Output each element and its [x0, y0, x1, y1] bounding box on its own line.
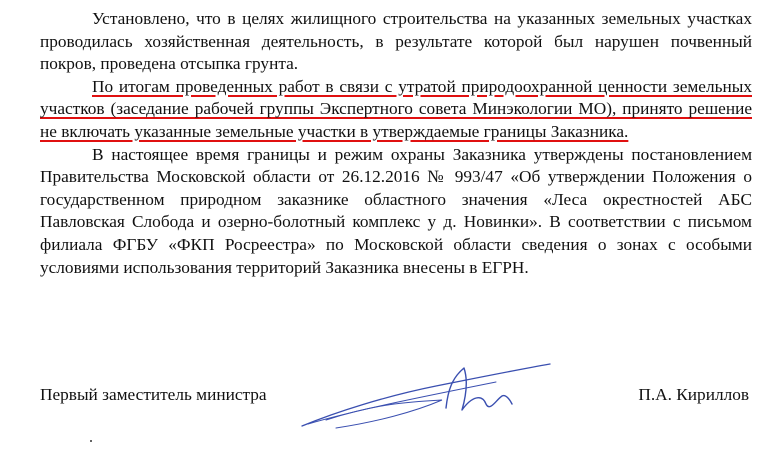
signatory-name: П.А. Кириллов — [638, 385, 749, 404]
paragraph-soil-disturbance: Установлено, что в целях жилищного строительства на указанных земельных участках проводилась хозяйственная деятельность, в результате которой был нарушен почвенный покров, проведена отсыпка грунта. — [40, 9, 752, 74]
highlighted-decision-text: По итогам проведенных работ в связи с утратой природоохранной ценности земельных участков (заседание рабочей группы Экспертного совета Минэкологии МО), принято решение не включать указанные земельные участки в утверждаемые границы Заказника. — [40, 76, 752, 141]
document-body — [40, 8, 752, 279]
signatory-title: Первый заместитель министра — [40, 385, 267, 404]
handwritten-signature — [296, 360, 556, 434]
paragraph-decision — [40, 76, 752, 144]
stray-dot — [90, 440, 92, 442]
paragraph-current-boundaries: В настоящее время границы и режим охраны Заказника утверждены постановлением Правительства Московской области от 26.12.2016 № 993/47 «Об утверждении Положения о государственном природном заказнике областного значения «Леса окрестностей АБС Павловская Слобода и озерно-болотный комплекс у д. Новинки». В соответствии с письмом филиала ФГБУ «ФКП Росреестра» по Московской области сведения о зонах с особыми условиями использования территорий Заказника внесены в ЕГРН. — [40, 144, 752, 277]
